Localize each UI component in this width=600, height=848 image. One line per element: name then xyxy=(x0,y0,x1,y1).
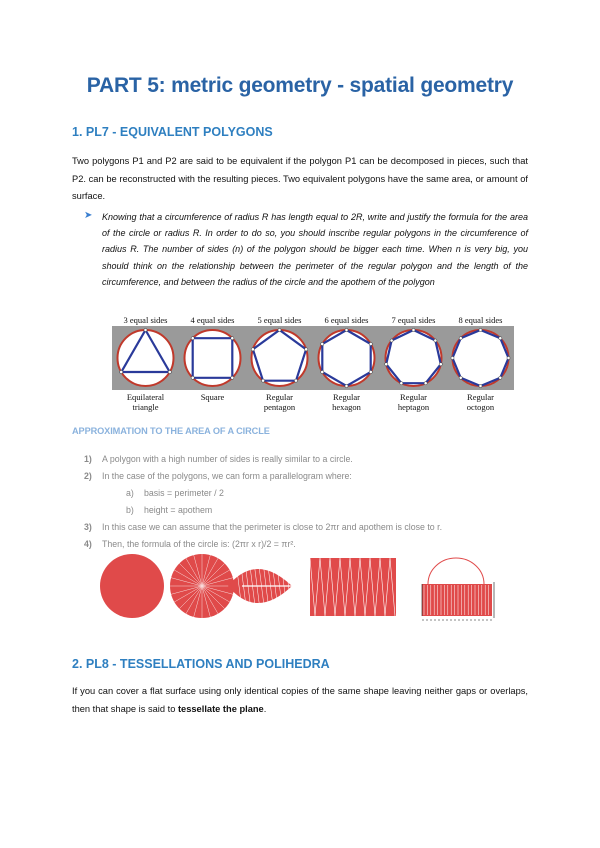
polygon-name-line2: heptagon xyxy=(397,402,430,412)
list-item-text: Then, the formula of the circle is: (2πr x r)/2 = πr². xyxy=(102,539,296,549)
paragraph-end: . xyxy=(263,703,267,714)
polygon-top-label: 6 equal sides xyxy=(324,315,369,325)
polygon-name-line2: hexagon xyxy=(332,402,361,412)
vertex-dot xyxy=(459,376,462,379)
polygon-top-label: 5 equal sides xyxy=(257,315,302,325)
list-item xyxy=(84,469,534,486)
circumscribed-circle xyxy=(319,330,375,386)
vertex-dot xyxy=(261,379,264,382)
list-item-number: 3) xyxy=(84,522,92,532)
paragraph-equivalent-polygons: Two polygons P1 and P2 are said to be equivalent if the polygon P1 can be decomposed in pieces, such that P2. can be reconstructed with the resulting pieces. Two equivalent polygons have the same area, or amount of surface. xyxy=(72,156,528,201)
polygon-top-label: 3 equal sides xyxy=(123,315,168,325)
polygon-top-label: 7 equal sides xyxy=(391,315,436,325)
section-heading-pl8: 2. PL8 - TESSELLATIONS AND POLIHEDRA xyxy=(72,657,330,671)
sector-parallelogram-shape xyxy=(310,558,396,616)
vertex-dot xyxy=(499,376,502,379)
list-item-text: In the case of the polygons, we can form a parallelogram where: xyxy=(102,471,352,481)
vertex-dot xyxy=(424,382,427,385)
polygon-name-line1: Equilateral xyxy=(126,392,165,402)
vertex-dot xyxy=(251,348,254,351)
polygon-top-label: 4 equal sides xyxy=(190,315,235,325)
vertex-dot xyxy=(305,348,308,351)
circumscribed-circle xyxy=(118,330,174,386)
polygon-name-line2: octogon xyxy=(466,402,495,412)
vertex-dot xyxy=(479,384,482,387)
vertex-dot xyxy=(191,376,194,379)
vertex-dot xyxy=(459,337,462,340)
list-item-text: In this case we can assume that the perimeter is close to 2πr and apothem is close to r. xyxy=(102,522,443,532)
polygon-name-line1: Square xyxy=(200,392,225,402)
inscribed-polygons-figure xyxy=(112,314,514,414)
vertex-dot xyxy=(479,328,482,331)
polygon-name-line1: Regular xyxy=(266,392,293,402)
circle-rearrangement-svg xyxy=(96,548,500,628)
vertex-dot xyxy=(439,363,442,366)
list-item-number: 1) xyxy=(84,454,92,464)
section-heading-pl7: 1. PL7 - EQUIVALENT POLYGONS xyxy=(72,125,273,139)
list-item-number: b) xyxy=(126,505,134,515)
vertex-dot xyxy=(385,363,388,366)
list-subitem xyxy=(84,486,534,503)
circle-rearrangement-figure xyxy=(96,548,500,628)
vertex-dot xyxy=(345,384,348,387)
polygon-name-line2: pentagon xyxy=(263,402,296,412)
vertex-dot xyxy=(412,328,415,331)
sectored-circle-shape xyxy=(170,554,234,618)
paragraph-text: If you can cover a flat surface using only identical copies of the same shape leaving neither gaps or overlaps, then that shape is said to xyxy=(72,686,528,714)
vertex-dot xyxy=(294,379,297,382)
polygon-name-line1: Regular xyxy=(333,392,360,402)
vertex-dot xyxy=(369,370,372,373)
polygon-name-line2: triangle xyxy=(132,402,159,412)
list-item-text: height = apothem xyxy=(144,505,213,515)
vertex-dot xyxy=(231,376,234,379)
task-bullet-text: Knowing that a circumference of radius R has length equal to 2R, write and justify the formula for the area of the circle or radius R. In order to do so, you should inscribe regular polygons in the circumference of radius R. The number of sides (n) of the polygon should be bigger each time. When n is very big, you should think on the relationship between the perimeter of the regular polygon and the length of the circumference, and between the radius of the circle and the apothem of the polygon xyxy=(102,212,528,287)
vertex-dot xyxy=(321,370,324,373)
approximation-steps xyxy=(84,452,534,554)
inscribed-polygons-svg xyxy=(112,314,514,414)
task-bullet xyxy=(84,209,528,290)
list-item xyxy=(84,520,534,537)
vertex-dot xyxy=(345,328,348,331)
vertex-dot xyxy=(400,382,403,385)
vertex-dot xyxy=(434,339,437,342)
list-item xyxy=(84,452,534,469)
list-item-number: a) xyxy=(126,488,134,498)
paragraph-tessellation xyxy=(72,683,528,718)
vertex-dot xyxy=(144,328,147,331)
list-item-text: basis = perimeter / 2 xyxy=(144,488,224,498)
approximation-heading: APPROXIMATION TO THE AREA OF A CIRCLE xyxy=(72,426,270,436)
arrow-bullet-icon: ➤ xyxy=(84,210,93,221)
rectangle-approximation-shape xyxy=(422,558,494,620)
tessellate-term: tessellate the plane xyxy=(177,703,264,714)
circumscribed-circle xyxy=(252,330,308,386)
polygon-top-label: 8 equal sides xyxy=(458,315,503,325)
vertex-dot xyxy=(390,339,393,342)
list-item-text: A polygon with a high number of sides is really similar to a circle. xyxy=(102,454,353,464)
split-sectors-shape xyxy=(228,562,292,610)
page-title: PART 5: metric geometry - spatial geometry xyxy=(86,74,514,97)
list-item-number: 4) xyxy=(84,539,92,549)
vertex-dot xyxy=(191,337,194,340)
list-subitem xyxy=(84,503,534,520)
full-circle-shape xyxy=(100,554,164,618)
polygon-name-line1: Regular xyxy=(467,392,494,402)
polygon-name-line1: Regular xyxy=(400,392,427,402)
vertex-dot xyxy=(168,370,171,373)
vertex-dot xyxy=(231,337,234,340)
vertex-dot xyxy=(507,356,510,359)
vertex-dot xyxy=(278,328,281,331)
vertex-dot xyxy=(369,342,372,345)
vertex-dot xyxy=(451,356,454,359)
vertex-dot xyxy=(120,370,123,373)
vertex-dot xyxy=(321,342,324,345)
vertex-dot xyxy=(499,337,502,340)
list-item-number: 2) xyxy=(84,471,92,481)
